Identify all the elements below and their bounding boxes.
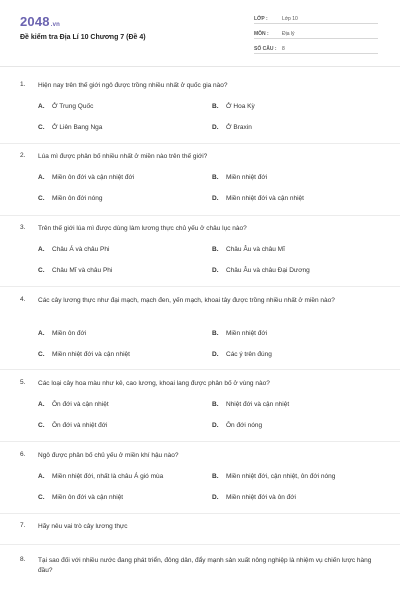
meta-class-label: LỚP : <box>254 16 268 22</box>
option-letter: B. <box>212 246 219 253</box>
option-text: Ở Hoa Kỳ <box>226 103 255 110</box>
page-title: Đề kiểm tra Địa Lí 10 Chương 7 (Đề 4) <box>20 34 146 41</box>
option-text: Miền ôn đới nóng <box>52 195 103 202</box>
question-number: 3. <box>20 224 26 231</box>
option-text: Miền nhiệt đới, nhất là châu Á gió mùa <box>52 473 164 480</box>
option-text: Châu Âu và châu Đại Dương <box>226 267 310 274</box>
question-text: Các loại cây hoa màu như kê, cao lương, khoai lang được phân bố ở vùng nào? <box>38 380 270 387</box>
option-text: Nhiệt đới và cận nhiệt <box>226 401 290 408</box>
option-letter: C. <box>38 351 45 358</box>
option-text: Các ý trên đúng <box>226 351 272 358</box>
option-letter: B. <box>212 330 219 337</box>
option-letter: D. <box>212 267 219 274</box>
option-letter: D. <box>212 351 219 358</box>
option-letter: A. <box>38 330 45 337</box>
option-letter: D. <box>212 124 219 131</box>
option-text: Miền nhiệt đới <box>226 174 268 181</box>
question-divider <box>0 441 400 442</box>
option-letter: B. <box>212 174 219 181</box>
brand-suffix: .vn <box>50 22 61 28</box>
option-a[interactable] <box>38 103 93 110</box>
meta-subject-label: MÔN : <box>254 31 269 37</box>
question-number: 6. <box>20 451 26 458</box>
meta-count-value: 8 <box>282 46 285 52</box>
option-d[interactable] <box>212 422 262 429</box>
option-a[interactable] <box>38 401 109 408</box>
option-d[interactable] <box>212 195 304 202</box>
meta-count <box>254 44 378 54</box>
question-text: Ngô được phân bố chủ yếu ở miền khí hậu nào? <box>38 452 179 459</box>
question-number: 2. <box>20 152 26 159</box>
option-letter: A. <box>38 174 45 181</box>
option-text: Miền ôn đới <box>52 330 87 337</box>
option-letter: C. <box>38 494 45 501</box>
option-c[interactable] <box>38 351 130 358</box>
option-text: Ôn đới và nhiệt đới <box>52 422 108 429</box>
option-letter: A. <box>38 473 45 480</box>
option-letter: B. <box>212 401 219 408</box>
option-a[interactable] <box>38 174 134 181</box>
option-c[interactable] <box>38 124 102 131</box>
option-text: Miền nhiệt đới và cận nhiệt <box>226 195 304 202</box>
question-divider <box>0 544 400 545</box>
option-text: Miền ôn đới và cận nhiệt <box>52 494 124 501</box>
question-number: 8. <box>20 556 26 563</box>
question-number: 4. <box>20 296 26 303</box>
option-text: Miền nhiệt đới, cận nhiệt, ôn đới nóng <box>226 473 336 480</box>
question-number: 1. <box>20 81 26 88</box>
option-b[interactable] <box>212 103 255 110</box>
option-c[interactable] <box>38 422 108 429</box>
option-text: Châu Mĩ và châu Phi <box>52 267 113 274</box>
option-d[interactable] <box>212 351 272 358</box>
option-text: Miền nhiệt đới và ôn đới <box>226 494 296 501</box>
question-divider <box>0 369 400 370</box>
question-number: 7. <box>20 522 26 529</box>
option-c[interactable] <box>38 195 103 202</box>
option-text: Miền ôn đới và cận nhiệt đới <box>52 174 135 181</box>
question-text: Các cây lương thực như đại mạch, mạch đen, yến mạch, khoai tây được trồng nhiều nhất ở miền nào? <box>38 297 335 304</box>
option-text: Ôn đới và cận nhiệt <box>52 401 109 408</box>
option-text: Miền nhiệt đới và cận nhiệt <box>52 351 130 358</box>
option-b[interactable] <box>212 473 335 480</box>
question-divider <box>0 513 400 514</box>
option-letter: B. <box>212 473 219 480</box>
option-text: Ở Braxin <box>226 124 252 131</box>
option-letter: C. <box>38 195 45 202</box>
option-text: Ôn đới nóng <box>226 422 263 429</box>
question-text: Hiện nay trên thế giới ngô được trồng nhiều nhất ở quốc gia nào? <box>38 82 228 89</box>
option-text: Ở Liên Bang Nga <box>52 124 103 131</box>
question-divider <box>0 215 400 216</box>
option-letter: D. <box>212 195 219 202</box>
option-d[interactable] <box>212 494 296 501</box>
option-letter: A. <box>38 401 45 408</box>
option-b[interactable] <box>212 330 267 337</box>
question-divider <box>0 143 400 144</box>
page-header <box>0 0 400 66</box>
question-text: Hãy nêu vai trò cây lương thực <box>38 523 128 530</box>
option-b[interactable] <box>212 401 289 408</box>
option-letter: A. <box>38 103 45 110</box>
option-d[interactable] <box>212 267 310 274</box>
option-a[interactable] <box>38 330 86 337</box>
meta-subject <box>254 29 378 39</box>
question-number: 5. <box>20 379 26 386</box>
option-c[interactable] <box>38 267 112 274</box>
option-text: Ở Trung Quốc <box>52 103 94 110</box>
meta-class <box>254 14 378 24</box>
option-c[interactable] <box>38 494 123 501</box>
question-text: Tại sao đối với nhiều nước đang phát triển, đông dân, đẩy mạnh sản xuất nông nghiệp là nhiệm vụ chiến lược hàng đầu? <box>38 557 372 574</box>
option-text: Châu Âu và châu Mĩ <box>226 246 285 253</box>
option-letter: A. <box>38 246 45 253</box>
meta-class-value: Lớp 10 <box>282 16 298 22</box>
option-a[interactable] <box>38 473 163 480</box>
site-logo[interactable] <box>20 14 60 29</box>
meta-count-label: SỐ CÂU : <box>254 46 277 52</box>
option-letter: D. <box>212 494 219 501</box>
meta-subject-value: Địa lý <box>282 31 295 37</box>
option-letter: D. <box>212 422 219 429</box>
question-text: Trên thế giới lúa mì được dùng làm lương thực chủ yếu ở châu lục nào? <box>38 225 247 232</box>
question-text: Lúa mì được phân bố nhiều nhất ở miền nào trên thế giới? <box>38 153 208 160</box>
option-text: Châu Á và châu Phi <box>52 246 110 253</box>
question-divider <box>0 286 400 287</box>
option-a[interactable] <box>38 246 109 253</box>
header-divider <box>0 66 400 67</box>
option-letter: C. <box>38 124 45 131</box>
brand-name: 2048 <box>20 14 50 29</box>
option-letter: B. <box>212 103 219 110</box>
option-b[interactable] <box>212 174 267 181</box>
option-letter: C. <box>38 267 45 274</box>
option-letter: C. <box>38 422 45 429</box>
option-b[interactable] <box>212 246 285 253</box>
option-text: Miền nhiệt đới <box>226 330 268 337</box>
option-d[interactable] <box>212 124 252 131</box>
